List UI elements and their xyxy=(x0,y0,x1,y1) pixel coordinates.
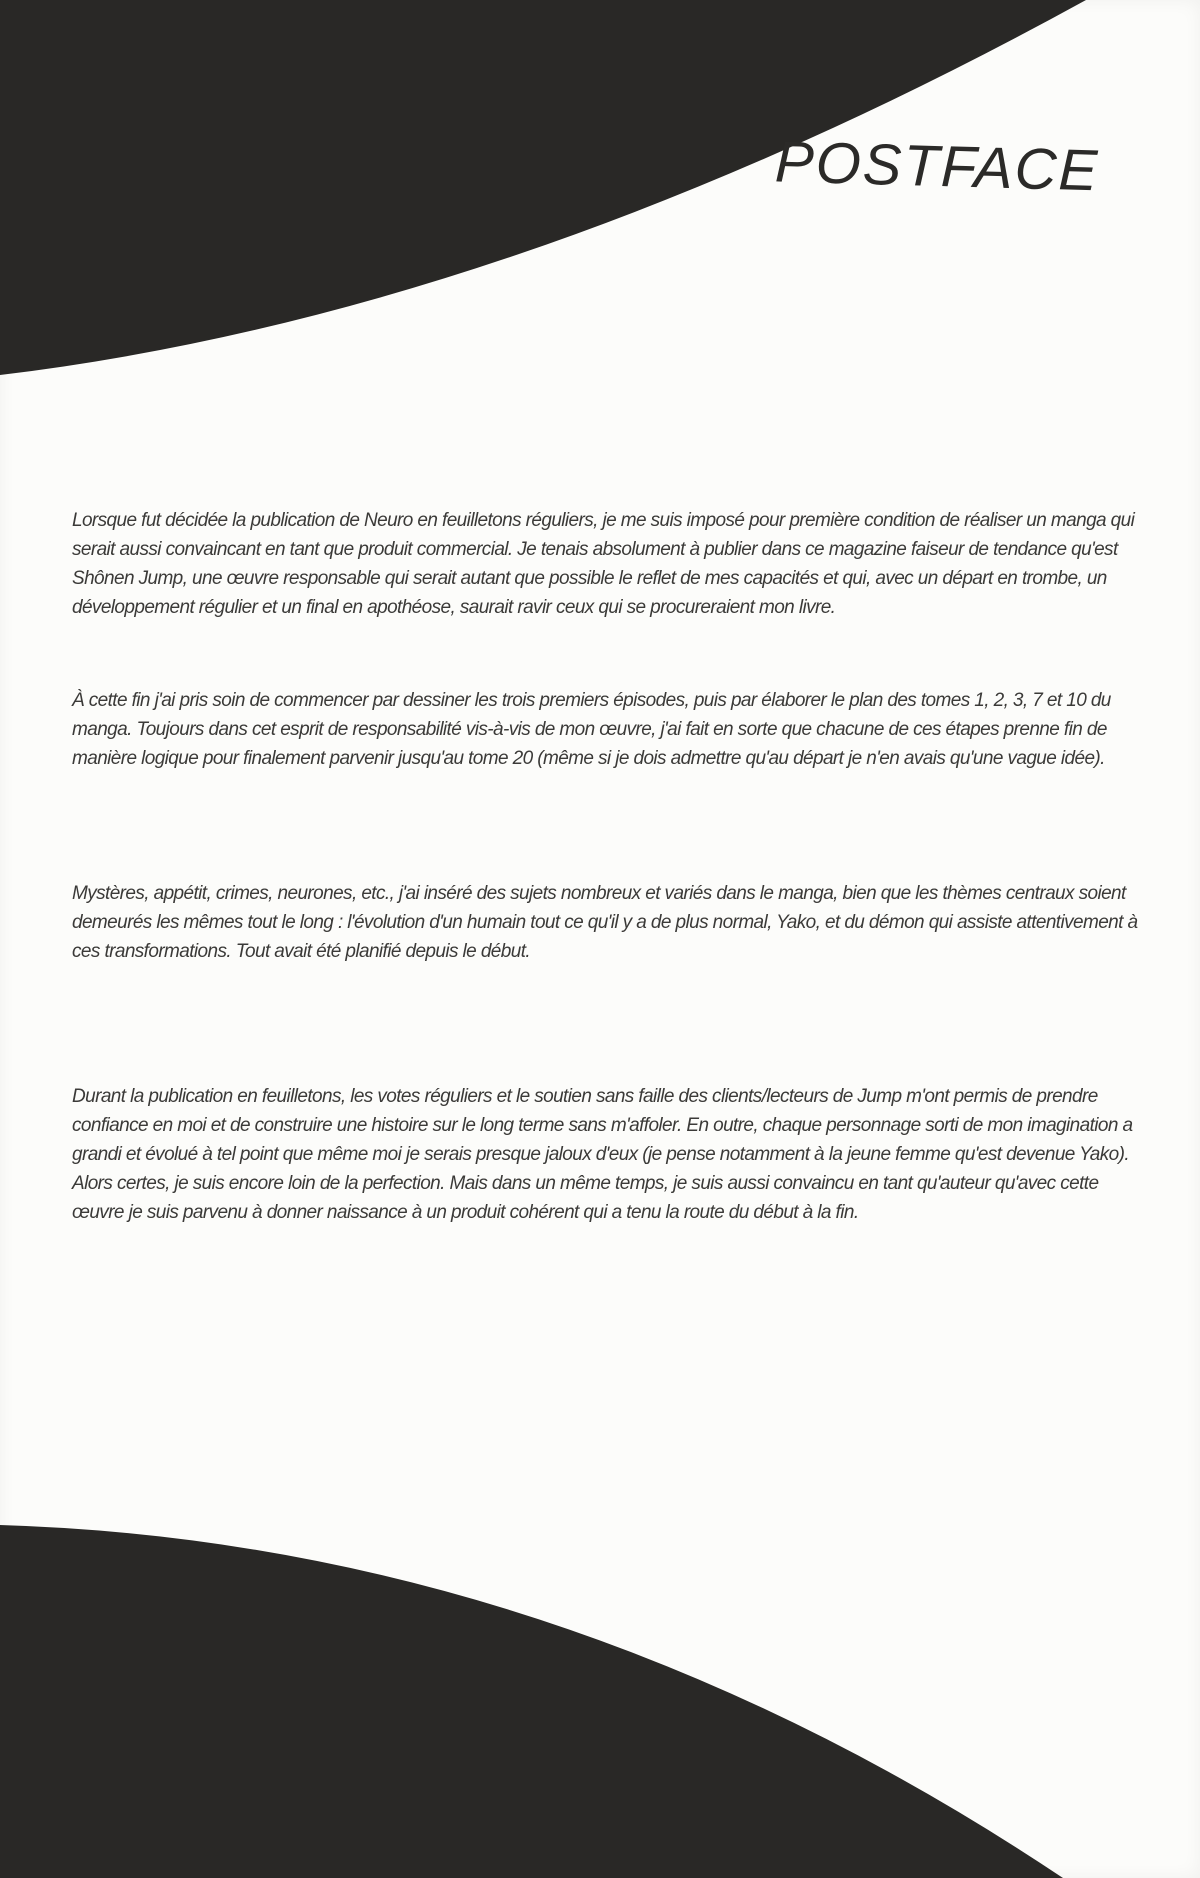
paragraph-1: Lorsque fut décidée la publication de Neuro en feuilletons réguliers, je me suis imposé pour première condition de réaliser un manga qui serait aussi convaincant en tant que produit commercial. Je tenais absolument à publier dans ce magazine faiseur de tendance qu'est Shônen Jump, une œuvre responsable qui serait autant que possible le reflet de mes capacités et qui, avec un départ en trombe, un développement régulier et un final en apothéose, saurait ravir ceux qui se procureraient mon livre. xyxy=(72,510,1135,618)
paragraph-4: Durant la publication en feuilletons, les votes réguliers et le soutien sans faille des clients/lecteurs de Jump m'ont permis de prendre confiance en moi et de construire une histoire sur le long terme sans m'affoler. En outre, chaque personnage sorti de mon imagination a grandi et évolué à tel point que même moi je serais presque jaloux d'eux (je pense notamment à la jeune femme qu'est devenue Yako). xyxy=(72,1086,1133,1165)
page-title: POSTFACE xyxy=(774,129,1101,204)
postface-body xyxy=(72,506,1144,1227)
paragraph-3: Mystères, appétit, crimes, neurones, etc., j'ai inséré des sujets nombreux et variés dans le manga, bien que les thèmes centraux soient demeurés les mêmes tout le long : l'évolution d'un humain tout ce qu'il y a de plus normal, Yako, et du démon qui assiste attentivement à ces transformations. Tout avait été planifié depuis le début. xyxy=(72,883,1138,962)
bottom-curve-shape xyxy=(0,1525,1063,1878)
paragraph-5: Alors certes, je suis encore loin de la perfection. Mais dans un même temps, je suis aussi convaincu en tant qu'auteur qu'avec cette œuvre je suis parvenu à donner naissance à un produit cohérent qui a tenu la route du début à la fin. xyxy=(72,1173,1099,1223)
paragraph-2: À cette fin j'ai pris soin de commencer par dessiner les trois premiers épisodes, puis par élaborer le plan des tomes 1, 2, 3, 7 et 10 du manga. Toujours dans cet esprit de responsabilité vis-à-vis de mon œuvre, j'ai fait en sorte que chacune de ces étapes prenne fin de manière logique pour finalement parvenir jusqu'au tome 20 (même si je dois admettre qu'au départ je n'en avais qu'une vague idée). xyxy=(72,690,1111,769)
